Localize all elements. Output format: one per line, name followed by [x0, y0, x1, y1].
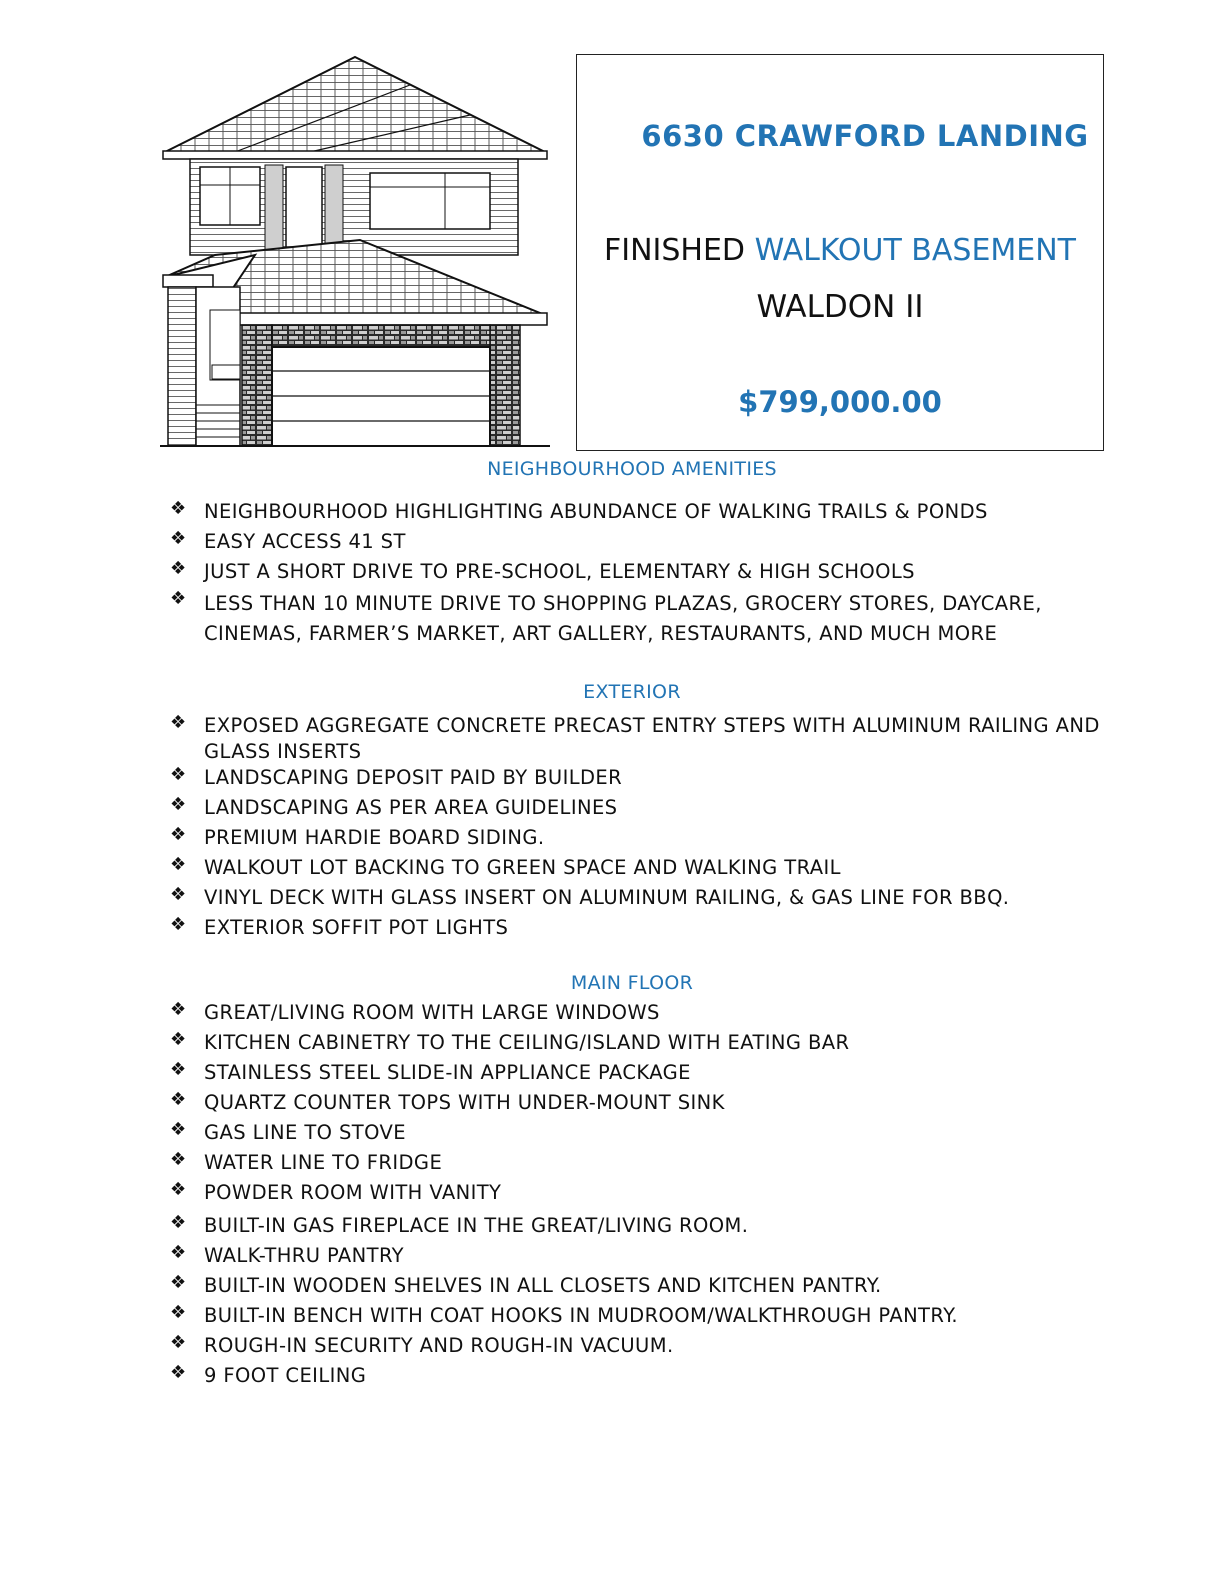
bullet-icon: ❖	[170, 1212, 187, 1233]
bullet-icon: ❖	[170, 1119, 187, 1140]
bullet-icon: ❖	[170, 1149, 187, 1170]
bullet-icon: ❖	[170, 884, 187, 905]
list-item: ❖ ROUGH-IN SECURITY AND ROUGH-IN VACUUM.	[170, 1332, 674, 1357]
list-item: ❖ WALKOUT LOT BACKING TO GREEN SPACE AND WALKING TRAIL	[170, 854, 841, 879]
bullet-icon: ❖	[170, 588, 187, 609]
bullet-icon: ❖	[170, 498, 187, 519]
list-item: ❖ QUARTZ COUNTER TOPS WITH UNDER-MOUNT SINK	[170, 1089, 725, 1114]
bullet-icon: ❖	[170, 1059, 187, 1080]
bullet-icon: ❖	[170, 854, 187, 875]
list-item: ❖ BUILT-IN GAS FIREPLACE IN THE GREAT/LIVING ROOM.	[170, 1212, 749, 1237]
listing-price: $799,000.00	[738, 385, 942, 419]
bullet-icon: ❖	[170, 914, 187, 935]
bullet-icon: ❖	[170, 558, 187, 579]
bullet-icon: ❖	[170, 528, 187, 549]
bullet-icon: ❖	[170, 794, 187, 815]
bullet-icon: ❖	[170, 999, 187, 1020]
list-item: ❖ EASY ACCESS 41 ST	[170, 528, 406, 553]
list-item: ❖ PREMIUM HARDIE BOARD SIDING.	[170, 824, 545, 849]
list-item: ❖ WATER LINE TO FRIDGE	[170, 1149, 443, 1174]
bullet-icon: ❖	[170, 1302, 187, 1323]
section-title-main-floor: MAIN FLOOR	[570, 972, 694, 994]
list-item: ❖ JUST A SHORT DRIVE TO PRE-SCHOOL, ELEMENTARY & HIGH SCHOOLS	[170, 558, 915, 583]
finished-basement-line	[577, 233, 1103, 268]
section-title-exterior: EXTERIOR	[583, 681, 681, 703]
bullet-icon: ❖	[170, 1179, 187, 1200]
section-title-amenities: NEIGHBOURHOOD AMENITIES	[487, 458, 777, 480]
bullet-icon: ❖	[170, 1362, 187, 1383]
list-item: ❖ LESS THAN 10 MINUTE DRIVE TO SHOPPING PLAZAS, GROCERY STORES, DAYCARE, CINEMAS, FARMER’S MARKET, ART GALLERY, RESTAURANTS, AND MUCH MORE	[170, 588, 1042, 645]
bullet-icon: ❖	[170, 712, 187, 733]
bullet-icon: ❖	[170, 1272, 187, 1293]
finished-accent: WALKOUT BASEMENT	[754, 233, 1077, 268]
list-item: ❖ WALK-THRU PANTRY	[170, 1242, 404, 1267]
listing-address: 6630 CRAWFORD LANDING	[641, 119, 1089, 153]
listing-info-box	[576, 54, 1104, 451]
list-item: ❖ VINYL DECK WITH GLASS INSERT ON ALUMINUM RAILING, & GAS LINE FOR BBQ.	[170, 884, 1010, 909]
house-elevation-drawing	[160, 55, 550, 447]
list-item: ❖ GREAT/LIVING ROOM WITH LARGE WINDOWS	[170, 999, 660, 1024]
bullet-icon: ❖	[170, 1242, 187, 1263]
model-name: WALDON II	[756, 289, 924, 325]
list-item: ❖ STAINLESS STEEL SLIDE-IN APPLIANCE PACKAGE	[170, 1059, 691, 1084]
bullet-icon: ❖	[170, 1332, 187, 1353]
list-item: ❖ NEIGHBOURHOOD HIGHLIGHTING ABUNDANCE OF WALKING TRAILS & PONDS	[170, 498, 988, 523]
list-item: ❖ EXPOSED AGGREGATE CONCRETE PRECAST ENTRY STEPS WITH ALUMINUM RAILING AND GLASS INSERTS	[170, 712, 1100, 763]
list-item: ❖ LANDSCAPING DEPOSIT PAID BY BUILDER	[170, 764, 623, 789]
list-item: ❖ KITCHEN CABINETRY TO THE CEILING/ISLAND WITH EATING BAR	[170, 1029, 850, 1054]
list-item: ❖ BUILT-IN WOODEN SHELVES IN ALL CLOSETS AND KITCHEN PANTRY.	[170, 1272, 882, 1297]
list-item: ❖ BUILT-IN BENCH WITH COAT HOOKS IN MUDROOM/WALKTHROUGH PANTRY.	[170, 1302, 959, 1327]
bullet-icon: ❖	[170, 1029, 187, 1050]
list-item: ❖ GAS LINE TO STOVE	[170, 1119, 406, 1144]
finished-prefix: FINISHED	[603, 233, 746, 268]
bullet-icon: ❖	[170, 1089, 187, 1110]
list-item: ❖ EXTERIOR SOFFIT POT LIGHTS	[170, 914, 509, 939]
list-item: ❖ LANDSCAPING AS PER AREA GUIDELINES	[170, 794, 618, 819]
bullet-icon: ❖	[170, 764, 187, 785]
list-item: ❖ 9 FOOT CEILING	[170, 1362, 367, 1387]
bullet-icon: ❖	[170, 824, 187, 845]
list-item: ❖ POWDER ROOM WITH VANITY	[170, 1179, 502, 1204]
